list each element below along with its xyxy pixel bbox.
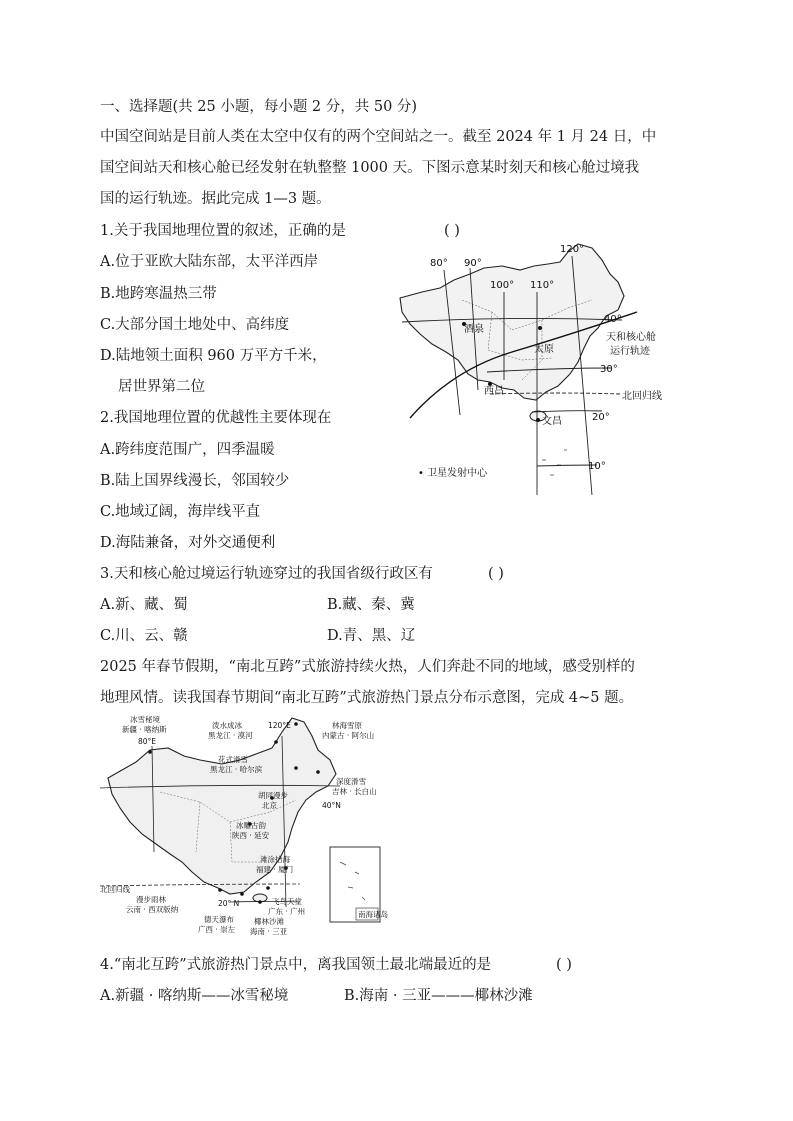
intro1-line-2: 国空间站天和核心舱已经发射在轨整整 1000 天。下图示意某时刻天和核心舱过境我 [100, 160, 640, 176]
label-lon120: 120°E [268, 721, 291, 730]
intro1-line-1: 中国空间站是目前人类在太空中仅有的两个空间站之一。截至 2024 年 1 月 24 日，中 [100, 129, 657, 145]
place-xichang: 西昌 [484, 386, 504, 397]
intro2-line-2: 地理风情。读我国春节期间“南北互跨”式旅游热门景点分布示意图，完成 4~5 题。 [100, 690, 634, 706]
lon-110-label: 110° [530, 280, 555, 291]
q3-answer-paren: ( ) [488, 566, 504, 582]
tropic-label: 北回归线 [622, 391, 662, 402]
label-xiamen-1: 滩涂拾海 [260, 855, 290, 864]
label-harbin-2: 黑龙江 · 哈尔滨 [210, 765, 263, 774]
label-mohe-1: 泼水成冰 [212, 721, 242, 730]
q1-option-a: A.位于亚欧大陆东部，太平洋西岸 [100, 254, 319, 270]
label-beijing-1: 胡同漫步 [258, 791, 288, 800]
intro1-line-3: 国的运行轨迹。据此完成 1—3 题。 [100, 191, 331, 207]
q1-option-d-cont: 居世界第二位 [118, 379, 205, 395]
place-taiyuan: 太原 [534, 344, 554, 355]
label-arxan-1: 林海雪原 [332, 721, 362, 730]
q1-option-c: C.大部分国土地处中、高纬度 [100, 317, 290, 333]
lat-30-label: 30° [600, 364, 618, 375]
label-kanas-1: 冰雪秘境 [130, 715, 160, 724]
orbit-label-2: 运行轨迹 [610, 346, 650, 357]
lat-10-label: 10° [588, 461, 606, 472]
label-lat40: 40°N [322, 801, 341, 810]
label-lon80: 80°E [138, 737, 157, 746]
q3-option-a: A.新、藏、蜀 [100, 597, 188, 613]
label-guangzhou-2: 广东 · 广州 [268, 907, 306, 916]
label-xsbn-1: 漫步雨林 [136, 895, 166, 904]
label-tropic: 北回归线 [100, 885, 130, 894]
section-header: 一、选择题(共 25 小题，每小题 2 分，共 50 分) [100, 99, 418, 115]
label-harbin-1: 花式滑雪 [218, 755, 248, 764]
label-yanan-1: 冰雕古韵 [236, 821, 266, 830]
q1-option-b: B.地跨寒温热三带 [100, 286, 217, 302]
label-arxan-2: 内蒙古 · 阿尔山 [322, 731, 375, 740]
q3-option-d: D.青、黑、辽 [327, 628, 416, 644]
tourism-map [100, 712, 400, 944]
q2-option-b: B.陆上国界线漫长，邻国较少 [100, 473, 290, 489]
label-detian-2: 广西 · 崇左 [198, 925, 236, 934]
label-guangzhou-1: 飞鸟天堂 [272, 897, 302, 906]
lat-40-label: 40° [604, 314, 622, 325]
q1-answer-paren: ( ) [444, 223, 460, 239]
orbit-label-1: 天和核心舱 [606, 332, 656, 343]
label-xsbn-2: 云南 · 西双版纳 [126, 905, 179, 914]
lon-100-label: 100° [490, 280, 515, 291]
label-lat20: 20° N [218, 899, 240, 908]
lon-120-label: 120° [560, 244, 585, 255]
label-kanas-2: 新疆 · 喀纳斯 [122, 725, 167, 734]
label-beijing-2: 北京 [262, 801, 277, 810]
legend-launch-center: • 卫星发射中心 [418, 468, 488, 479]
label-yanan-2: 陕西 · 延安 [232, 831, 270, 840]
q1-option-d: D.陆地领土面积 960 万平方千米， [100, 348, 327, 364]
q2-option-d: D.海陆兼备，对外交通便利 [100, 535, 276, 551]
label-changbai-1: 深度滑雪 [336, 777, 366, 786]
lon-90-label: 90° [464, 258, 482, 269]
label-sanya-2: 海南 · 三亚 [250, 927, 288, 936]
q3-option-b: B.藏、秦、冀 [327, 597, 415, 613]
label-changbai-2: 吉林 · 长白山 [332, 787, 377, 796]
place-wenchang: 文昌 [542, 416, 562, 427]
q4-option-a: A.新疆 · 喀纳斯——冰雪秘境 [100, 988, 289, 1004]
lon-80-label: 80° [430, 258, 448, 269]
orbit-map [392, 240, 682, 500]
q2-option-c: C.地域辽阔，海岸线平直 [100, 504, 261, 520]
launch-center-taiyuan [538, 326, 542, 330]
launch-center-wenchang [536, 418, 540, 422]
lat-20-label: 20° [592, 412, 610, 423]
label-mohe-2: 黑龙江 · 漠河 [208, 731, 253, 740]
place-jiuquan: 酒泉 [464, 324, 484, 335]
q1-stem: 1.关于我国地理位置的叙述，正确的是 [100, 223, 346, 239]
q2-option-a: A.跨纬度范围广，四季温暖 [100, 442, 275, 458]
q4-answer-paren: ( ) [556, 957, 572, 973]
tropic-line [490, 393, 620, 394]
q4-option-b: B.海南 · 三亚———椰林沙滩 [344, 988, 533, 1004]
label-detian-1: 德天瀑布 [204, 915, 234, 924]
q2-stem: 2.我国地理位置的优越性主要体现在 [100, 410, 332, 426]
inset-label: 南海诸岛 [358, 910, 388, 919]
label-xiamen-2: 福建 · 厦门 [256, 865, 294, 874]
q4-stem: 4.“南北互跨”式旅游热门景点中，离我国领土最北端最近的是 [100, 957, 492, 973]
q3-stem: 3.天和核心舱过境运行轨迹穿过的我国省级行政区有 [100, 566, 433, 582]
intro2-line-1: 2025 年春节假期，“南北互跨”式旅游持续火热，人们奔赴不同的地域，感受别样的 [100, 659, 635, 675]
label-sanya-1: 椰林沙滩 [254, 917, 284, 926]
q3-option-c: C.川、云、赣 [100, 628, 188, 644]
